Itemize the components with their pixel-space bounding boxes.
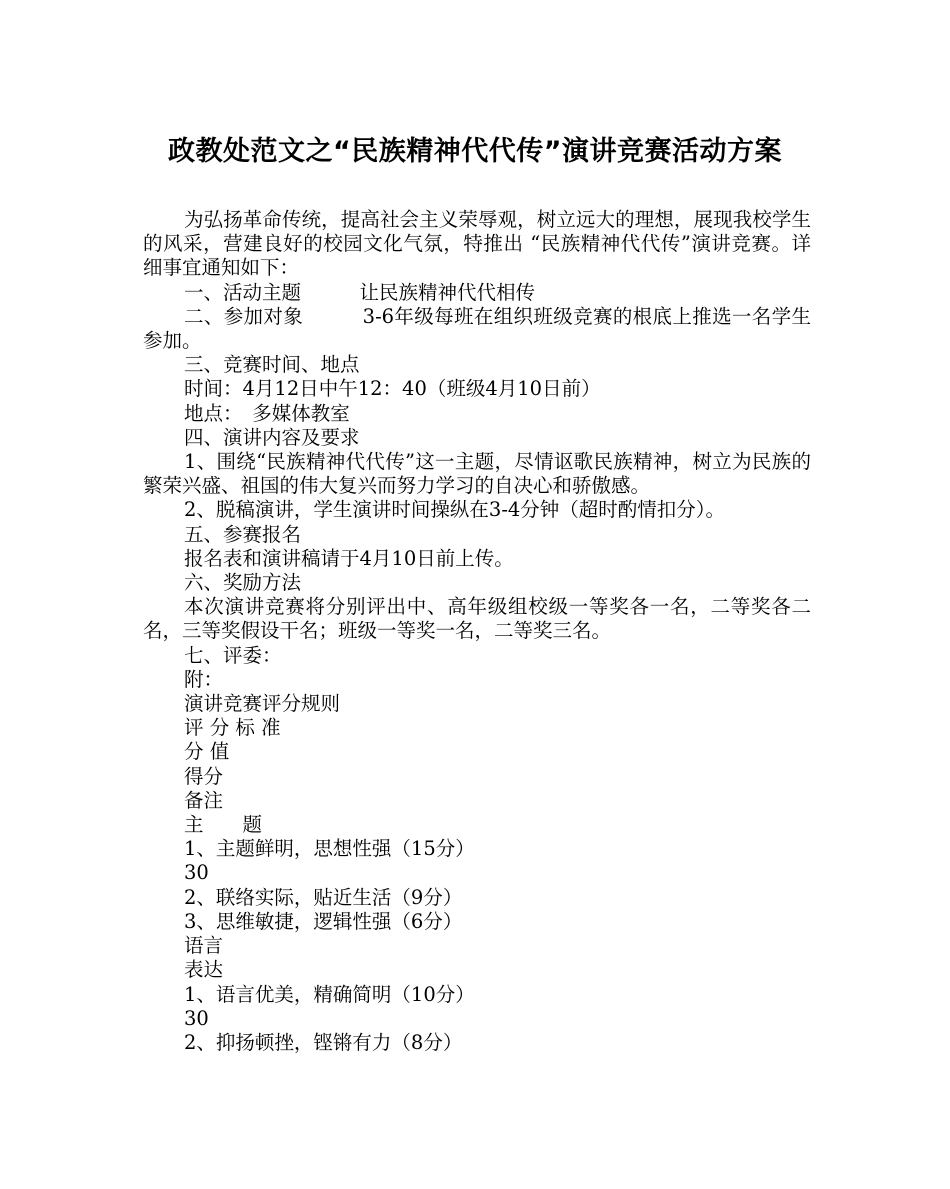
- theme-value: 30: [184, 861, 209, 885]
- section-time-place-heading: 三、竞赛时间、地点: [184, 353, 360, 377]
- column-value: 分 值: [184, 740, 230, 764]
- section-award-heading: 六、奖励方法: [184, 571, 302, 595]
- requirement-2: 2、脱稿演讲，学生演讲时间操纵在3-4分钟（超时酌情扣分）。: [184, 498, 726, 522]
- section-content-heading: 四、演讲内容及要求: [184, 425, 360, 449]
- category-language-line2: 表达: [184, 958, 224, 982]
- rules-title: 演讲竞赛评分规则: [184, 692, 341, 716]
- language-value: 30: [184, 1006, 209, 1030]
- category-theme: 主 题: [184, 813, 263, 837]
- document-body: [143, 208, 811, 1055]
- category-language-line1: 语言: [184, 934, 224, 958]
- section-judges-heading: 七、评委：: [184, 643, 282, 667]
- event-place: 地点： 多媒体教室: [184, 401, 350, 425]
- event-time: 时间：4月12日中午12：40（班级4月10日前）: [184, 377, 601, 401]
- award-text: 本次演讲竞赛将分别评出中、高年级组校级一等奖各一名，二等奖各二名，三等奖假设干名；班级一等奖一名，二等奖三名。: [143, 595, 811, 643]
- requirement-1: 1、围绕“民族精神代代传”这一主题，尽情讴歌民族精神，树立为民族的繁荣兴盛、祖国的伟大复兴而努力学习的自决心和骄傲感。: [143, 450, 811, 498]
- document-title: 政教处范文之“民族精神代代传”演讲竞赛活动方案: [168, 136, 782, 167]
- column-score: 得分: [184, 764, 224, 788]
- appendix-label: 附：: [184, 667, 224, 691]
- language-criterion-1: 1、语言优美，精确简明（10分）: [184, 982, 475, 1006]
- signup-text: 报名表和演讲稿请于4月10日前上传。: [184, 546, 514, 570]
- theme-criterion-1: 1、主题鲜明，思想性强（15分）: [184, 837, 475, 861]
- language-criterion-2: 2、抑扬顿挫，铿锵有力（8分）: [184, 1030, 463, 1054]
- theme-criterion-3: 3、思维敏捷，逻辑性强（6分）: [184, 909, 463, 933]
- section-theme: 一、活动主题 让民族精神代代相传: [184, 280, 536, 304]
- section-participants: 二、参加对象 3-6年级每班在组织班级竞赛的根底上推选一名学生参加。: [143, 304, 811, 353]
- theme-criterion-2: 2、联络实际，贴近生活（9分）: [184, 885, 463, 909]
- column-note: 备注: [184, 788, 224, 812]
- section-signup-heading: 五、参赛报名: [184, 522, 302, 546]
- column-criteria: 评 分 标 准: [184, 716, 281, 740]
- intro-paragraph: 为弘扬革命传统，提高社会主义荣辱观，树立远大的理想，展现我校学生的风采，营建良好的校园文化气氛，特推出 “民族精神代代传”演讲竞赛。详细事宜通知如下：: [143, 208, 811, 280]
